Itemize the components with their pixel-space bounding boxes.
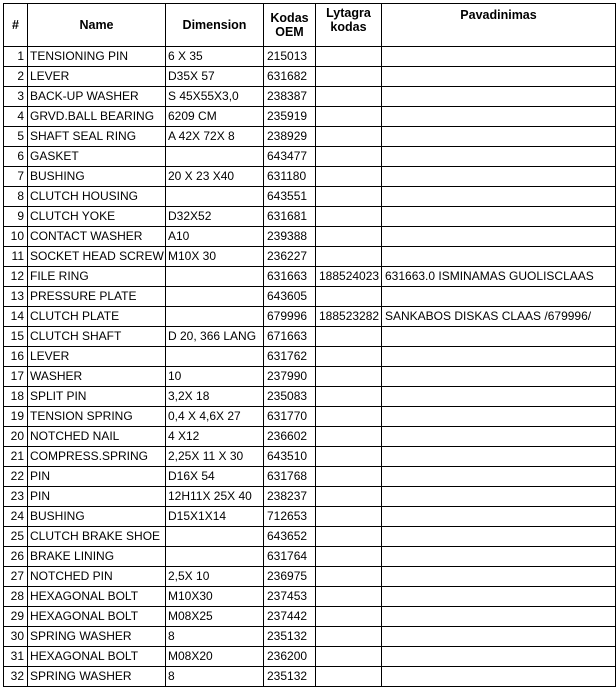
table-row bbox=[4, 187, 616, 207]
lytagra-code-cell bbox=[316, 347, 382, 367]
part-name-cell: PIN bbox=[28, 487, 166, 507]
dimension-cell: 3,2X 18 bbox=[166, 387, 264, 407]
part-name-cell: SPRING WASHER bbox=[28, 667, 166, 687]
oem-code-cell: 238237 bbox=[264, 487, 316, 507]
lytagra-code-cell bbox=[316, 567, 382, 587]
row-number-cell: 12 bbox=[4, 267, 28, 287]
table-body bbox=[4, 47, 616, 687]
dimension-cell: D32X52 bbox=[166, 207, 264, 227]
part-name-cell: NOTCHED NAIL bbox=[28, 427, 166, 447]
dimension-cell: 8 bbox=[166, 667, 264, 687]
pavadinimas-cell bbox=[382, 147, 616, 167]
header-oem-line1: Kodas bbox=[270, 11, 309, 25]
dimension-cell bbox=[166, 267, 264, 287]
oem-code-cell: 239388 bbox=[264, 227, 316, 247]
pavadinimas-cell bbox=[382, 247, 616, 267]
part-name-cell: CLUTCH PLATE bbox=[28, 307, 166, 327]
part-name-cell: SHAFT SEAL RING bbox=[28, 127, 166, 147]
oem-code-cell: 643477 bbox=[264, 147, 316, 167]
row-number-cell: 19 bbox=[4, 407, 28, 427]
oem-code-cell: 631682 bbox=[264, 67, 316, 87]
row-number-cell: 5 bbox=[4, 127, 28, 147]
dimension-cell: D15X1X14 bbox=[166, 507, 264, 527]
row-number-cell: 25 bbox=[4, 527, 28, 547]
table-row bbox=[4, 387, 616, 407]
header-row bbox=[4, 4, 616, 47]
lytagra-code-cell bbox=[316, 407, 382, 427]
part-name-cell: HEXAGONAL BOLT bbox=[28, 607, 166, 627]
dimension-cell: M08X25 bbox=[166, 607, 264, 627]
row-number-cell: 9 bbox=[4, 207, 28, 227]
pavadinimas-cell bbox=[382, 647, 616, 667]
part-name-cell: CONTACT WASHER bbox=[28, 227, 166, 247]
oem-code-cell: 235132 bbox=[264, 627, 316, 647]
dimension-cell: M10X30 bbox=[166, 587, 264, 607]
row-number-cell: 29 bbox=[4, 607, 28, 627]
table-row bbox=[4, 127, 616, 147]
lytagra-code-cell bbox=[316, 527, 382, 547]
dimension-cell bbox=[166, 547, 264, 567]
oem-code-cell: 712653 bbox=[264, 507, 316, 527]
lytagra-code-cell bbox=[316, 247, 382, 267]
oem-code-cell: 236975 bbox=[264, 567, 316, 587]
table-row bbox=[4, 347, 616, 367]
dimension-cell: 20 X 23 X40 bbox=[166, 167, 264, 187]
pavadinimas-cell bbox=[382, 427, 616, 447]
row-number-cell: 16 bbox=[4, 347, 28, 367]
pavadinimas-cell bbox=[382, 547, 616, 567]
part-name-cell: GRVD.BALL BEARING bbox=[28, 107, 166, 127]
row-number-cell: 31 bbox=[4, 647, 28, 667]
dimension-cell bbox=[166, 347, 264, 367]
lytagra-code-cell bbox=[316, 147, 382, 167]
pavadinimas-cell bbox=[382, 187, 616, 207]
dimension-cell: 0,4 X 4,6X 27 bbox=[166, 407, 264, 427]
table-row bbox=[4, 247, 616, 267]
part-name-cell: COMPRESS.SPRING bbox=[28, 447, 166, 467]
pavadinimas-cell bbox=[382, 127, 616, 147]
part-name-cell: SPLIT PIN bbox=[28, 387, 166, 407]
lytagra-code-cell bbox=[316, 47, 382, 67]
row-number-cell: 18 bbox=[4, 387, 28, 407]
part-name-cell: BUSHING bbox=[28, 507, 166, 527]
part-name-cell: GASKET bbox=[28, 147, 166, 167]
header-oem-line2: OEM bbox=[275, 25, 304, 39]
lytagra-code-cell: 188524023 bbox=[316, 267, 382, 287]
lytagra-code-cell bbox=[316, 67, 382, 87]
lytagra-code-cell bbox=[316, 327, 382, 347]
pavadinimas-cell bbox=[382, 47, 616, 67]
lytagra-code-cell bbox=[316, 487, 382, 507]
oem-code-cell: 237990 bbox=[264, 367, 316, 387]
table-row bbox=[4, 467, 616, 487]
dimension-cell: 10 bbox=[166, 367, 264, 387]
oem-code-cell: 643510 bbox=[264, 447, 316, 467]
dimension-cell: 4 X12 bbox=[166, 427, 264, 447]
table-row bbox=[4, 147, 616, 167]
oem-code-cell: 236200 bbox=[264, 647, 316, 667]
table-row bbox=[4, 507, 616, 527]
header-pavadinimas: Pavadinimas bbox=[382, 4, 616, 47]
oem-code-cell: 235919 bbox=[264, 107, 316, 127]
oem-code-cell: 631663 bbox=[264, 267, 316, 287]
parts-table bbox=[3, 3, 616, 687]
part-name-cell: CLUTCH BRAKE SHOE bbox=[28, 527, 166, 547]
dimension-cell bbox=[166, 307, 264, 327]
lytagra-code-cell bbox=[316, 107, 382, 127]
pavadinimas-cell bbox=[382, 367, 616, 387]
header-dimension: Dimension bbox=[166, 4, 264, 47]
pavadinimas-cell bbox=[382, 567, 616, 587]
oem-code-cell: 631681 bbox=[264, 207, 316, 227]
lytagra-code-cell bbox=[316, 187, 382, 207]
part-name-cell: PIN bbox=[28, 467, 166, 487]
pavadinimas-cell bbox=[382, 87, 616, 107]
oem-code-cell: 643605 bbox=[264, 287, 316, 307]
lytagra-code-cell bbox=[316, 547, 382, 567]
part-name-cell: LEVER bbox=[28, 347, 166, 367]
oem-code-cell: 215013 bbox=[264, 47, 316, 67]
table-row bbox=[4, 567, 616, 587]
part-name-cell: FILE RING bbox=[28, 267, 166, 287]
row-number-cell: 26 bbox=[4, 547, 28, 567]
dimension-cell: 12H11X 25X 40 bbox=[166, 487, 264, 507]
lytagra-code-cell bbox=[316, 587, 382, 607]
dimension-cell bbox=[166, 527, 264, 547]
row-number-cell: 10 bbox=[4, 227, 28, 247]
pavadinimas-cell: SANKABOS DISKAS CLAAS /679996/ bbox=[382, 307, 616, 327]
oem-code-cell: 238387 bbox=[264, 87, 316, 107]
table-row bbox=[4, 587, 616, 607]
part-name-cell: PRESSURE PLATE bbox=[28, 287, 166, 307]
lytagra-code-cell bbox=[316, 627, 382, 647]
table-row bbox=[4, 287, 616, 307]
dimension-cell: A10 bbox=[166, 227, 264, 247]
oem-code-cell: 236227 bbox=[264, 247, 316, 267]
table-row bbox=[4, 87, 616, 107]
pavadinimas-cell bbox=[382, 447, 616, 467]
row-number-cell: 13 bbox=[4, 287, 28, 307]
table-row bbox=[4, 627, 616, 647]
dimension-cell: 6 X 35 bbox=[166, 47, 264, 67]
row-number-cell: 24 bbox=[4, 507, 28, 527]
table-row bbox=[4, 267, 616, 287]
pavadinimas-cell bbox=[382, 607, 616, 627]
oem-code-cell: 631762 bbox=[264, 347, 316, 367]
dimension-cell: A 42X 72X 8 bbox=[166, 127, 264, 147]
row-number-cell: 3 bbox=[4, 87, 28, 107]
row-number-cell: 1 bbox=[4, 47, 28, 67]
row-number-cell: 2 bbox=[4, 67, 28, 87]
oem-code-cell: 679996 bbox=[264, 307, 316, 327]
dimension-cell bbox=[166, 187, 264, 207]
lytagra-code-cell bbox=[316, 427, 382, 447]
lytagra-code-cell bbox=[316, 167, 382, 187]
part-name-cell: HEXAGONAL BOLT bbox=[28, 647, 166, 667]
lytagra-code-cell bbox=[316, 127, 382, 147]
row-number-cell: 28 bbox=[4, 587, 28, 607]
header-num: # bbox=[4, 4, 28, 47]
row-number-cell: 6 bbox=[4, 147, 28, 167]
dimension-cell: M08X20 bbox=[166, 647, 264, 667]
lytagra-code-cell bbox=[316, 667, 382, 687]
table-row bbox=[4, 547, 616, 567]
dimension-cell: 8 bbox=[166, 627, 264, 647]
table-row bbox=[4, 427, 616, 447]
header-lyt-line1: Lytagra bbox=[326, 6, 371, 20]
oem-code-cell: 643652 bbox=[264, 527, 316, 547]
pavadinimas-cell bbox=[382, 527, 616, 547]
pavadinimas-cell bbox=[382, 167, 616, 187]
dimension-cell: D 20, 366 LANG bbox=[166, 327, 264, 347]
oem-code-cell: 235083 bbox=[264, 387, 316, 407]
table-row bbox=[4, 527, 616, 547]
header-name: Name bbox=[28, 4, 166, 47]
pavadinimas-cell bbox=[382, 467, 616, 487]
pavadinimas-cell bbox=[382, 587, 616, 607]
row-number-cell: 23 bbox=[4, 487, 28, 507]
lytagra-code-cell bbox=[316, 467, 382, 487]
header-lytagra bbox=[316, 4, 382, 47]
lytagra-code-cell bbox=[316, 227, 382, 247]
pavadinimas-cell bbox=[382, 407, 616, 427]
oem-code-cell: 235132 bbox=[264, 667, 316, 687]
pavadinimas-cell bbox=[382, 347, 616, 367]
part-name-cell: TENSION SPRING bbox=[28, 407, 166, 427]
table-row bbox=[4, 487, 616, 507]
lytagra-code-cell bbox=[316, 607, 382, 627]
oem-code-cell: 631768 bbox=[264, 467, 316, 487]
lytagra-code-cell bbox=[316, 507, 382, 527]
part-name-cell: HEXAGONAL BOLT bbox=[28, 587, 166, 607]
lytagra-code-cell bbox=[316, 367, 382, 387]
oem-code-cell: 671663 bbox=[264, 327, 316, 347]
pavadinimas-cell bbox=[382, 287, 616, 307]
oem-code-cell: 631770 bbox=[264, 407, 316, 427]
table-row bbox=[4, 367, 616, 387]
table-row bbox=[4, 667, 616, 687]
oem-code-cell: 631180 bbox=[264, 167, 316, 187]
oem-code-cell: 643551 bbox=[264, 187, 316, 207]
row-number-cell: 15 bbox=[4, 327, 28, 347]
table-row bbox=[4, 47, 616, 67]
part-name-cell: BACK-UP WASHER bbox=[28, 87, 166, 107]
row-number-cell: 4 bbox=[4, 107, 28, 127]
lytagra-code-cell bbox=[316, 647, 382, 667]
lytagra-code-cell: 188523282 bbox=[316, 307, 382, 327]
table-row bbox=[4, 407, 616, 427]
pavadinimas-cell: 631663.0 ISMINAMAS GUOLISCLAAS bbox=[382, 267, 616, 287]
oem-code-cell: 237453 bbox=[264, 587, 316, 607]
pavadinimas-cell bbox=[382, 387, 616, 407]
row-number-cell: 20 bbox=[4, 427, 28, 447]
table-row bbox=[4, 647, 616, 667]
oem-code-cell: 631764 bbox=[264, 547, 316, 567]
row-number-cell: 32 bbox=[4, 667, 28, 687]
row-number-cell: 30 bbox=[4, 627, 28, 647]
dimension-cell: 6209 CM bbox=[166, 107, 264, 127]
table-row bbox=[4, 227, 616, 247]
pavadinimas-cell bbox=[382, 67, 616, 87]
lytagra-code-cell bbox=[316, 87, 382, 107]
pavadinimas-cell bbox=[382, 107, 616, 127]
dimension-cell bbox=[166, 287, 264, 307]
dimension-cell: D35X 57 bbox=[166, 67, 264, 87]
table-row bbox=[4, 327, 616, 347]
row-number-cell: 27 bbox=[4, 567, 28, 587]
table-row bbox=[4, 207, 616, 227]
row-number-cell: 8 bbox=[4, 187, 28, 207]
header-oem bbox=[264, 4, 316, 47]
table-row bbox=[4, 307, 616, 327]
pavadinimas-cell bbox=[382, 327, 616, 347]
header-lyt-line2: kodas bbox=[330, 20, 367, 34]
pavadinimas-cell bbox=[382, 227, 616, 247]
part-name-cell: WASHER bbox=[28, 367, 166, 387]
lytagra-code-cell bbox=[316, 287, 382, 307]
row-number-cell: 7 bbox=[4, 167, 28, 187]
row-number-cell: 14 bbox=[4, 307, 28, 327]
row-number-cell: 22 bbox=[4, 467, 28, 487]
table-row bbox=[4, 107, 616, 127]
dimension-cell bbox=[166, 147, 264, 167]
dimension-cell: 2,5X 10 bbox=[166, 567, 264, 587]
oem-code-cell: 236602 bbox=[264, 427, 316, 447]
oem-code-cell: 237442 bbox=[264, 607, 316, 627]
table-row bbox=[4, 167, 616, 187]
part-name-cell: CLUTCH HOUSING bbox=[28, 187, 166, 207]
part-name-cell: SOCKET HEAD SCREW bbox=[28, 247, 166, 267]
part-name-cell: NOTCHED PIN bbox=[28, 567, 166, 587]
row-number-cell: 21 bbox=[4, 447, 28, 467]
dimension-cell: M10X 30 bbox=[166, 247, 264, 267]
pavadinimas-cell bbox=[382, 627, 616, 647]
pavadinimas-cell bbox=[382, 667, 616, 687]
pavadinimas-cell bbox=[382, 487, 616, 507]
table-row bbox=[4, 67, 616, 87]
part-name-cell: CLUTCH SHAFT bbox=[28, 327, 166, 347]
part-name-cell: SPRING WASHER bbox=[28, 627, 166, 647]
table-row bbox=[4, 607, 616, 627]
lytagra-code-cell bbox=[316, 387, 382, 407]
lytagra-code-cell bbox=[316, 447, 382, 467]
row-number-cell: 17 bbox=[4, 367, 28, 387]
part-name-cell: TENSIONING PIN bbox=[28, 47, 166, 67]
part-name-cell: LEVER bbox=[28, 67, 166, 87]
part-name-cell: CLUTCH YOKE bbox=[28, 207, 166, 227]
pavadinimas-cell bbox=[382, 507, 616, 527]
lytagra-code-cell bbox=[316, 207, 382, 227]
part-name-cell: BRAKE LINING bbox=[28, 547, 166, 567]
dimension-cell: D16X 54 bbox=[166, 467, 264, 487]
table-row bbox=[4, 447, 616, 467]
oem-code-cell: 238929 bbox=[264, 127, 316, 147]
row-number-cell: 11 bbox=[4, 247, 28, 267]
pavadinimas-cell bbox=[382, 207, 616, 227]
dimension-cell: 2,25X 11 X 30 bbox=[166, 447, 264, 467]
dimension-cell: S 45X55X3,0 bbox=[166, 87, 264, 107]
part-name-cell: BUSHING bbox=[28, 167, 166, 187]
